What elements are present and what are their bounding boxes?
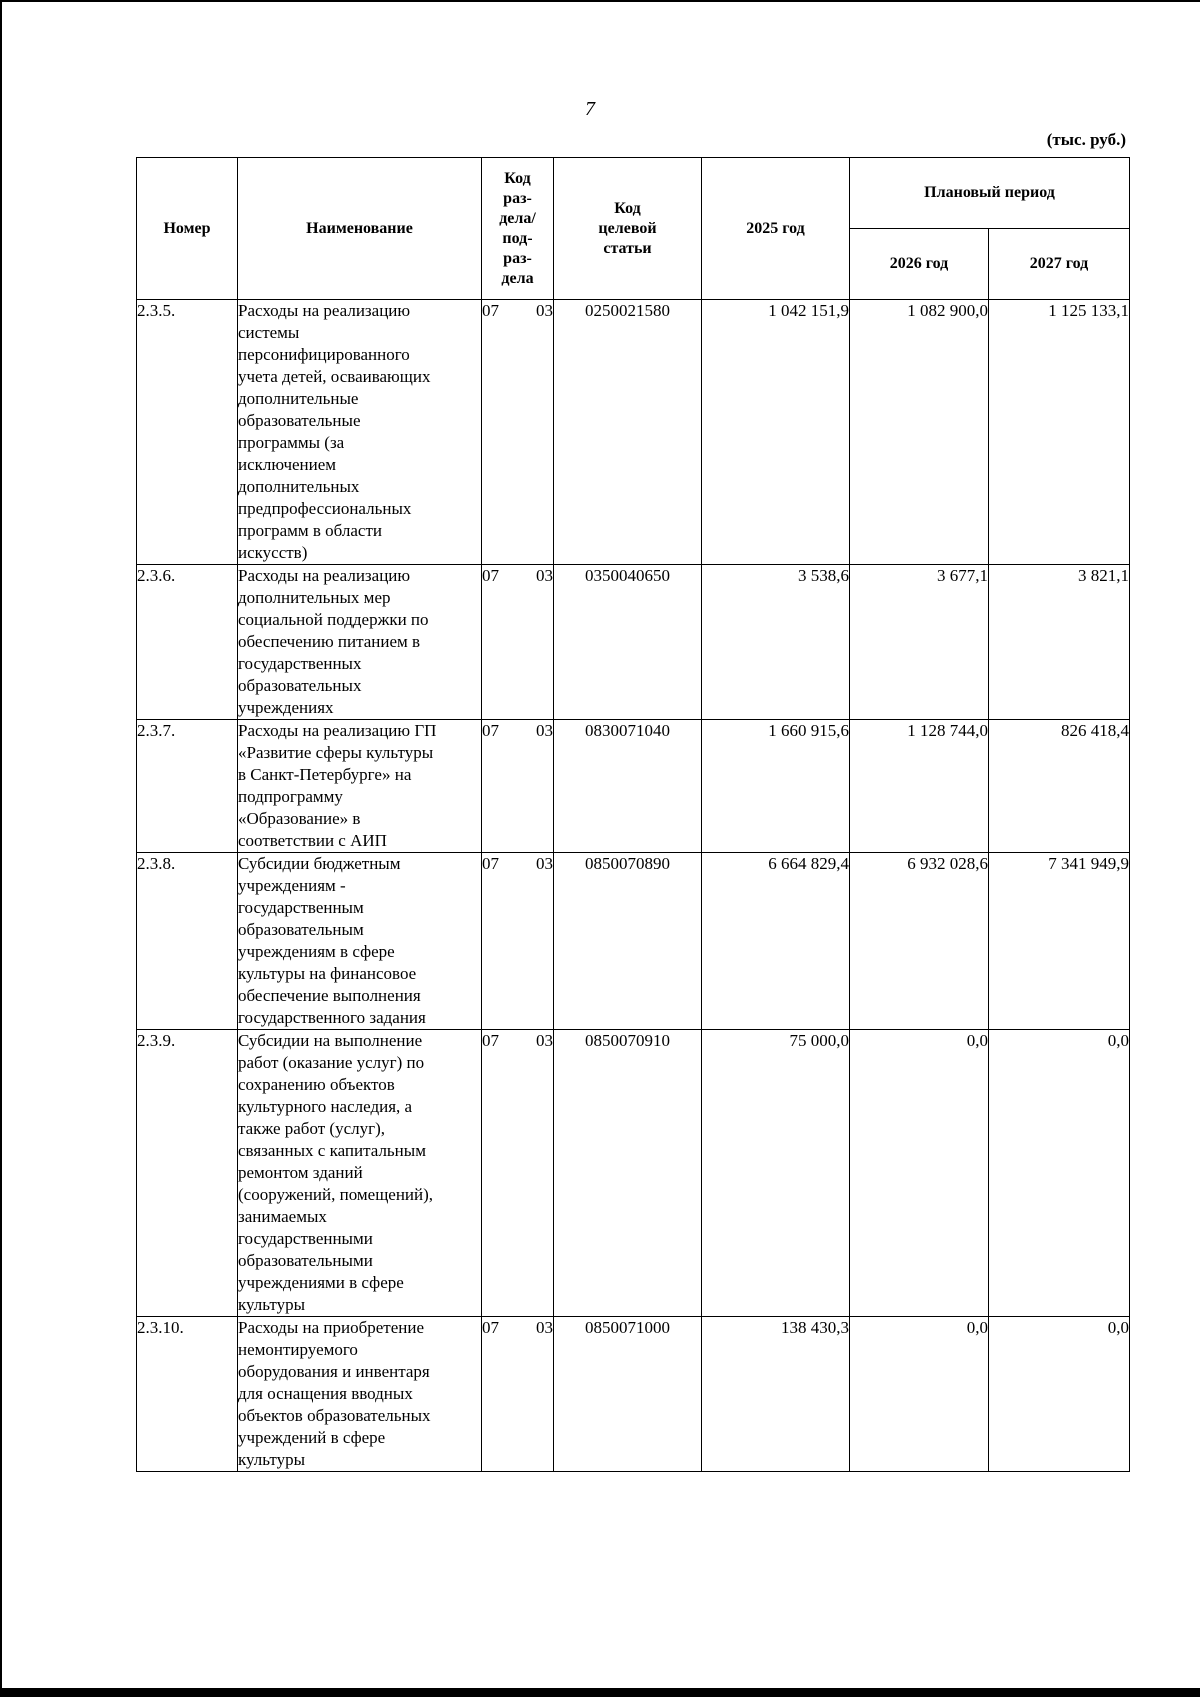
row-name-line: немонтируемого — [238, 1340, 358, 1359]
row-subsection: 03 — [536, 301, 553, 320]
row-number: 2.3.9. — [137, 1030, 238, 1317]
row-name-line: занимаемых — [238, 1207, 327, 1226]
row-name-line: подпрограмму — [238, 787, 343, 806]
row-name-line: для оснащения вводных — [238, 1384, 413, 1403]
row-section-code — [482, 720, 554, 853]
row-name-line: системы — [238, 323, 300, 342]
row-name-line: дополнительные — [238, 389, 359, 408]
header-section-code-line: раз- — [503, 189, 532, 207]
row-amount-2026: 0,0 — [850, 1030, 989, 1317]
row-name-line: сохранению объектов — [238, 1075, 395, 1094]
row-name-line: ремонтом зданий — [238, 1163, 363, 1182]
table-row — [137, 853, 1130, 1030]
header-year-2027: 2027 год — [989, 229, 1130, 300]
row-name — [238, 1030, 482, 1317]
header-section-code-line: дела — [501, 269, 534, 287]
row-amount-2027: 1 125 133,1 — [989, 300, 1130, 565]
header-section-code — [482, 158, 554, 300]
row-name-line: социальной поддержки по — [238, 610, 429, 629]
row-name-line: «Развитие сферы культуры — [238, 743, 434, 762]
row-target-code: 0850070910 — [554, 1030, 702, 1317]
row-amount-2025: 138 430,3 — [702, 1317, 850, 1472]
row-name-line: дополнительных мер — [238, 588, 391, 607]
table-header — [137, 158, 1130, 300]
row-target-code: 0250021580 — [554, 300, 702, 565]
row-name-line: образовательных — [238, 676, 362, 695]
row-name-line: государственным — [238, 898, 364, 917]
units-note: (тыс. руб.) — [1046, 130, 1126, 149]
row-number: 2.3.10. — [137, 1317, 238, 1472]
row-name-line: работ (оказание услуг) по — [238, 1053, 425, 1072]
row-name-line: дополнительных — [238, 477, 360, 496]
row-name-line: персонифицированного — [238, 345, 410, 364]
table-row — [137, 565, 1130, 720]
row-name — [238, 1317, 482, 1472]
row-name-line: учреждениях — [238, 698, 334, 717]
row-name-line: учреждениям - — [238, 876, 346, 895]
row-section-code — [482, 1030, 554, 1317]
row-name — [238, 853, 482, 1030]
row-subsection: 03 — [536, 1318, 553, 1337]
row-name-line: связанных с капитальным — [238, 1141, 426, 1160]
row-name-line: предпрофессиональных — [238, 499, 412, 518]
table-body — [137, 300, 1130, 1472]
row-section: 07 — [482, 854, 499, 873]
row-name-line: объектов образовательных — [238, 1406, 431, 1425]
row-subsection: 03 — [536, 566, 553, 585]
row-target-code: 0830071040 — [554, 720, 702, 853]
row-number: 2.3.7. — [137, 720, 238, 853]
row-target-code: 0850070890 — [554, 853, 702, 1030]
row-amount-2025: 3 538,6 — [702, 565, 850, 720]
row-name-line: программы (за — [238, 433, 345, 452]
row-amount-2026: 3 677,1 — [850, 565, 989, 720]
row-name-line: оборудования и инвентаря — [238, 1362, 430, 1381]
row-number: 2.3.8. — [137, 853, 238, 1030]
row-target-code: 0350040650 — [554, 565, 702, 720]
header-year-2025: 2025 год — [702, 158, 850, 300]
row-subsection: 03 — [536, 1031, 553, 1050]
page-number: 7 — [585, 98, 595, 120]
row-amount-2027: 0,0 — [989, 1030, 1130, 1317]
row-name-line: государственного задания — [238, 1008, 426, 1027]
row-name-line: культуры — [238, 1450, 305, 1469]
row-amount-2026: 0,0 — [850, 1317, 989, 1472]
row-name-line: искусств) — [238, 543, 308, 562]
scan-edge-left — [0, 0, 2, 1697]
row-name-line: в Санкт-Петербурге» на — [238, 765, 412, 784]
header-section-code-line: под- — [502, 229, 533, 247]
row-name — [238, 720, 482, 853]
row-name-line: Расходы на реализацию — [238, 566, 411, 585]
row-target-code: 0850071000 — [554, 1317, 702, 1472]
row-subsection: 03 — [536, 721, 553, 740]
row-subsection: 03 — [536, 854, 553, 873]
row-section-code — [482, 853, 554, 1030]
row-name-line: учреждениями в сфере — [238, 1273, 404, 1292]
row-section: 07 — [482, 566, 499, 585]
row-name-line: Расходы на реализацию ГП — [238, 721, 437, 740]
row-section: 07 — [482, 721, 499, 740]
row-name-line: обеспечение выполнения — [238, 986, 421, 1005]
row-name-line: также работ (услуг), — [238, 1119, 385, 1138]
header-target-code-line: целевой — [598, 219, 657, 237]
row-section: 07 — [482, 301, 499, 320]
scan-edge-bottom — [0, 1688, 1200, 1697]
header-year-2026: 2026 год — [850, 229, 989, 300]
row-amount-2027: 3 821,1 — [989, 565, 1130, 720]
row-name-line: образовательные — [238, 411, 361, 430]
row-number: 2.3.5. — [137, 300, 238, 565]
row-name-line: Субсидии бюджетным — [238, 854, 401, 873]
row-name-line: учреждений в сфере — [238, 1428, 386, 1447]
row-name-line: Расходы на приобретение — [238, 1318, 425, 1337]
row-amount-2025: 1 660 915,6 — [702, 720, 850, 853]
row-section-code — [482, 1317, 554, 1472]
row-amount-2025: 6 664 829,4 — [702, 853, 850, 1030]
table-row — [137, 1317, 1130, 1472]
row-section: 07 — [482, 1031, 499, 1050]
row-amount-2026: 6 932 028,6 — [850, 853, 989, 1030]
header-target-code-line: Код — [614, 199, 641, 217]
row-section: 07 — [482, 1318, 499, 1337]
row-amount-2027: 7 341 949,9 — [989, 853, 1130, 1030]
table-row — [137, 1030, 1130, 1317]
row-amount-2025: 1 042 151,9 — [702, 300, 850, 565]
row-section-code — [482, 300, 554, 565]
row-name-line: государственных — [238, 654, 362, 673]
header-section-code-line: дела/ — [499, 209, 536, 227]
row-name-line: образовательным — [238, 920, 364, 939]
budget-table — [136, 157, 1130, 1472]
row-amount-2026: 1 128 744,0 — [850, 720, 989, 853]
header-number: Номер — [137, 158, 238, 300]
row-name-line: культурного наследия, а — [238, 1097, 413, 1116]
row-name-line: соответствии с АИП — [238, 831, 387, 850]
row-name-line: Субсидии на выполнение — [238, 1031, 423, 1050]
row-name-line: учреждениям в сфере — [238, 942, 395, 961]
row-amount-2027: 826 418,4 — [989, 720, 1130, 853]
header-target-code — [554, 158, 702, 300]
row-name-line: программ в области — [238, 521, 382, 540]
header-planned-period: Плановый период — [850, 158, 1130, 229]
scan-edge-top — [0, 0, 1200, 2]
row-name-line: культуры на финансовое — [238, 964, 417, 983]
header-section-code-line: Код — [504, 169, 531, 187]
row-amount-2025: 75 000,0 — [702, 1030, 850, 1317]
row-name-line: исключением — [238, 455, 337, 474]
row-name — [238, 565, 482, 720]
row-number: 2.3.6. — [137, 565, 238, 720]
row-name-line: образовательными — [238, 1251, 373, 1270]
row-name-line: учета детей, осваивающих — [238, 367, 431, 386]
row-name — [238, 300, 482, 565]
table-row — [137, 300, 1130, 565]
row-name-line: обеспечению питанием в — [238, 632, 421, 651]
row-name-line: Расходы на реализацию — [238, 301, 411, 320]
table-row — [137, 720, 1130, 853]
row-name-line: «Образование» в — [238, 809, 361, 828]
row-name-line: государственными — [238, 1229, 373, 1248]
row-section-code — [482, 565, 554, 720]
row-amount-2027: 0,0 — [989, 1317, 1130, 1472]
row-amount-2026: 1 082 900,0 — [850, 300, 989, 565]
header-section-code-line: раз- — [503, 249, 532, 267]
row-name-line: культуры — [238, 1295, 305, 1314]
header-name: Наименование — [238, 158, 482, 300]
header-target-code-line: статьи — [603, 239, 652, 257]
row-name-line: (сооружений, помещений), — [238, 1185, 434, 1204]
